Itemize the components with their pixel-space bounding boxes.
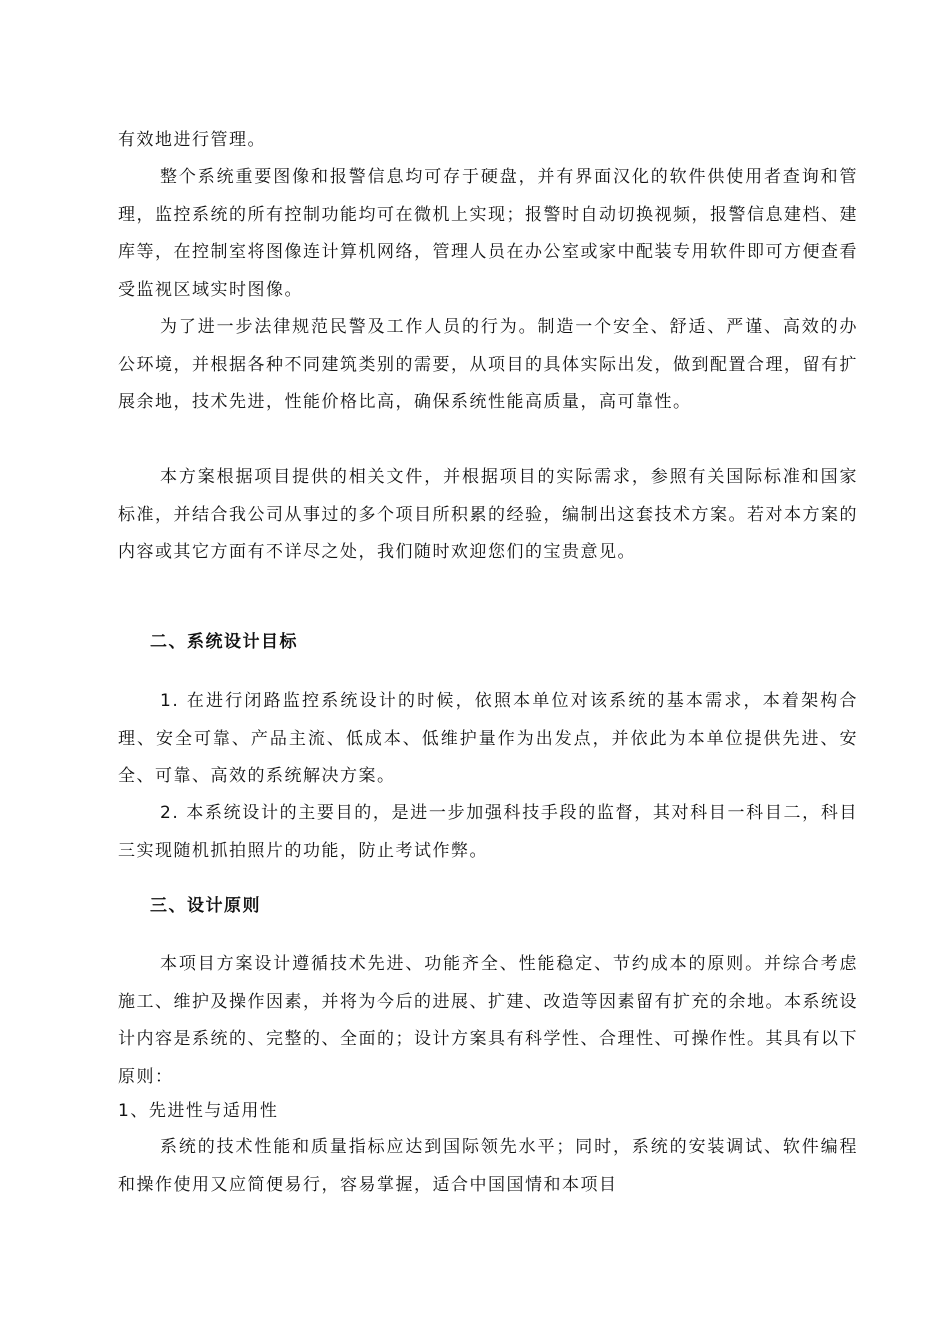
paragraph-storage-and-software: 整个系统重要图像和报警信息均可存于硬盘，并有界面汉化的软件供使用者查询和管理，监控系统的所有控制功能均可在微机上实现；报警时自动切换视频，报警信息建档、建库等，在控制室将图像连计算机网络，管理人员在办公室或家中配装专用软件即可方便查看受监视区域实时图像。 [118, 167, 858, 300]
design-goal-item-2: 2. 本系统设计的主要目的，是进一步加强科技手段的监督，其对科目一科目二，科目三实现随机抓拍照片的功能，防止考试作弊。 [118, 803, 858, 861]
design-goal-item-1: 1. 在进行闭路监控系统设计的时候，依照本单位对该系统的基本需求，本着架构合理、安全可靠、产品主流、低成本、低维护量作为出发点，并依此为本单位提供先进、安全、可靠、高效的系统解决方案。 [118, 691, 858, 786]
principle-heading-advanced-applicable: 1、先进性与适用性 [118, 1101, 279, 1121]
principle-text-advanced-applicable: 系统的技术性能和质量指标应达到国际领先水平；同时，系统的安装调试、软件编程和操作使用又应简便易行，容易掌握，适合中国国情和本项目 [118, 1137, 858, 1195]
paragraph-continuation: 有效地进行管理。 [118, 130, 266, 150]
paragraph-purpose: 为了进一步法律规范民警及工作人员的行为。制造一个安全、舒适、严谨、高效的办公环境，并根据各种不同建筑类别的需要，从项目的具体实际出发，做到配置合理，留有扩展余地，技术先进，性能价格比高，确保系统性能高质量，高可靠性。 [118, 317, 858, 412]
paragraph-basis: 本方案根据项目提供的相关文件，并根据项目的实际需求，参照有关国际标准和国家标准，并结合我公司从事过的多个项目所积累的经验，编制出这套技术方案。若对本方案的内容或其它方面有不详尽之处，我们随时欢迎您们的宝贵意见。 [118, 467, 858, 562]
section-heading-design-principles: 三、设计原则 [150, 896, 261, 916]
design-principles-intro: 本项目方案设计遵循技术先进、功能齐全、性能稳定、节约成本的原则。并综合考虑施工、维护及操作因素，并将为今后的进展、扩建、改造等因素留有扩充的余地。本系统设计内容是系统的、完整的、全面的；设计方案具有科学性、合理性、可操作性。其具有以下原则： [118, 954, 858, 1087]
section-heading-design-goals: 二、系统设计目标 [150, 632, 298, 652]
